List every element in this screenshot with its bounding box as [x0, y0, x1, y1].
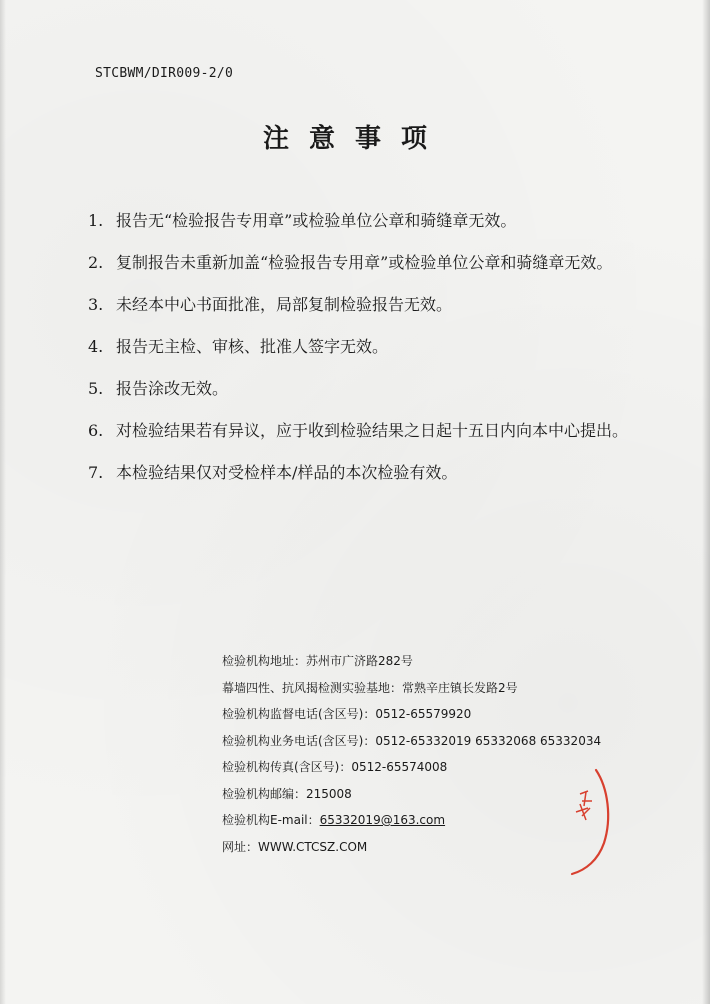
note-number: 5. — [88, 379, 104, 398]
notes-list — [88, 202, 648, 496]
note-text: 本检验结果仅对受检样本/样品的本次检验有效。 — [116, 463, 458, 482]
business-phone-line: 检验机构业务电话(含区号)：0512-65332019 65332068 65332034 — [222, 733, 602, 748]
note-item — [88, 412, 648, 450]
note-item — [88, 328, 648, 366]
supervise-phone-line: 检验机构监督电话(含区号)：0512-65579920 — [222, 707, 472, 721]
note-number: 6. — [88, 421, 104, 440]
note-text: 对检验结果若有异议，应于收到检验结果之日起十五日内向本中心提出。 — [116, 421, 629, 440]
website-line: 网址：WWW.CTCSZ.COM — [222, 839, 368, 854]
seal-stamp-fragment — [566, 768, 616, 878]
fax-line: 检验机构传真(含区号)：0512-65574008 — [222, 760, 448, 774]
note-item — [88, 244, 648, 282]
document-code: STCBWM/DIR009-2/0 — [95, 66, 234, 81]
note-number: 3. — [88, 295, 104, 314]
note-text: 报告涂改无效。 — [116, 379, 229, 398]
note-text: 报告无主检、审核、批准人签字无效。 — [116, 337, 389, 356]
note-item — [88, 370, 648, 408]
address-line: 检验机构地址：苏州市广济路282号 — [222, 654, 413, 668]
note-number: 2. — [88, 253, 104, 272]
note-item — [88, 286, 648, 324]
note-number: 4. — [88, 337, 104, 356]
note-text: 复制报告未重新加盖“检验报告专用章”或检验单位公章和骑缝章无效。 — [116, 253, 613, 272]
note-text: 未经本中心书面批准，局部复制检验报告无效。 — [116, 295, 453, 314]
postcode-line: 检验机构邮编：215008 — [222, 786, 352, 801]
test-base-line: 幕墙四性、抗风揭检测实验基地：常熟辛庄镇长发路2号 — [222, 680, 518, 695]
note-number: 7. — [88, 463, 104, 482]
email-link[interactable]: 65332019@163.com — [319, 813, 446, 827]
note-item — [88, 202, 648, 240]
note-number: 1. — [88, 211, 104, 230]
note-text: 报告无“检验报告专用章”或检验单位公章和骑缝章无效。 — [116, 211, 517, 230]
note-item — [88, 454, 648, 492]
page-title: 注意事项 — [262, 124, 447, 154]
email-label: 检验机构E-mail： — [222, 813, 320, 827]
